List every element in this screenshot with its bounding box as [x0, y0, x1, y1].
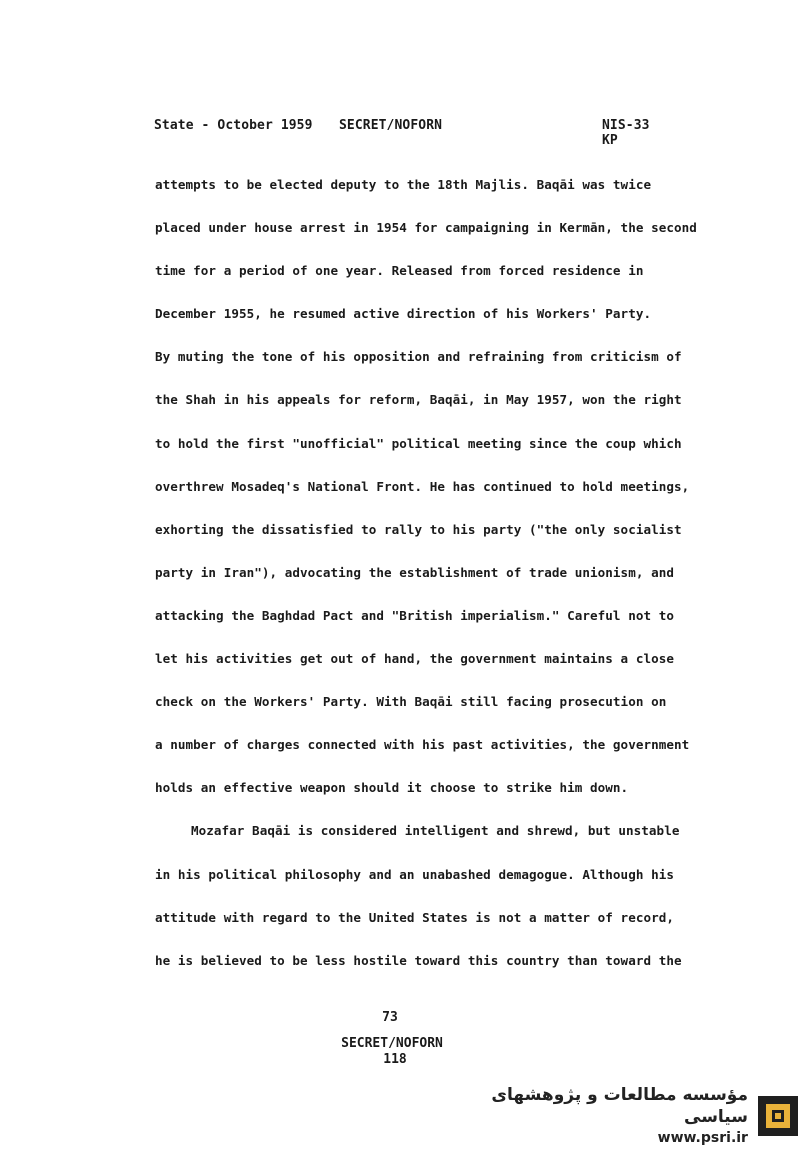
body-line: in his political philosophy and an unabashed demagogue. Although his: [155, 866, 674, 882]
header-classification: SECRET/NOFORN: [339, 118, 443, 133]
footer-page-number: 73: [382, 1010, 398, 1025]
body-line: he is believed to be less hostile toward this country than toward the: [155, 952, 682, 968]
body-line: party in Iran"), advocating the establishment of trade unionism, and: [155, 564, 674, 580]
header-date: State - October 1959: [154, 118, 313, 133]
body-line: let his activities get out of hand, the government maintains a close: [155, 651, 674, 667]
body-line: attempts to be elected deputy to the 18th Majlis. Baqāi was twice: [155, 177, 652, 192]
watermark-url: www.psri.ir: [657, 1130, 748, 1146]
body-line: the Shah in his appeals for reform, Baqāi, in May 1957, won the right: [155, 392, 682, 408]
watermark-title: مؤسسه مطالعات و پژوهشهای سیاسی: [491, 1085, 748, 1127]
body-line: placed under house arrest in 1954 for campaigning in Kermān, the second: [155, 220, 697, 236]
body-line: Mozafar Baqāi is considered intelligent and shrewd, but unstable: [191, 823, 680, 839]
watermark: [454, 1085, 794, 1147]
body-line: attacking the Baghdad Pact and "British imperialism." Careful not to: [155, 607, 674, 623]
body-text: [155, 175, 697, 994]
footer-sequence-number: 118: [383, 1052, 407, 1067]
body-line: to hold the first "unofficial" political meeting since the coup which: [155, 435, 682, 451]
body-line: exhorting the dissatisfied to rally to his party ("the only socialist: [155, 521, 682, 537]
body-line: a number of charges connected with his past activities, the government: [155, 737, 690, 753]
body-line: time for a period of one year. Released from forced residence in: [155, 263, 644, 279]
header-reference: [602, 118, 650, 148]
header-reference-code: NIS-33: [602, 118, 650, 133]
body-line: holds an effective weapon should it choose to strike him down.: [155, 780, 629, 796]
body-line: overthrew Mosadeq's National Front. He has continued to hold meetings,: [155, 478, 690, 494]
header-reference-sub: KP: [602, 133, 618, 148]
body-line: check on the Workers' Party. With Baqāi still facing prosecution on: [155, 694, 667, 710]
footer-classification: SECRET/NOFORN: [341, 1036, 443, 1051]
body-line: By muting the tone of his opposition and refraining from criticism of: [155, 349, 682, 365]
psri-logo-icon: [758, 1096, 794, 1136]
body-line: attitude with regard to the United States is not a matter of record,: [155, 909, 674, 925]
body-line: December 1955, he resumed active direction of his Workers' Party.: [155, 306, 652, 322]
watermark-text: [454, 1084, 748, 1148]
